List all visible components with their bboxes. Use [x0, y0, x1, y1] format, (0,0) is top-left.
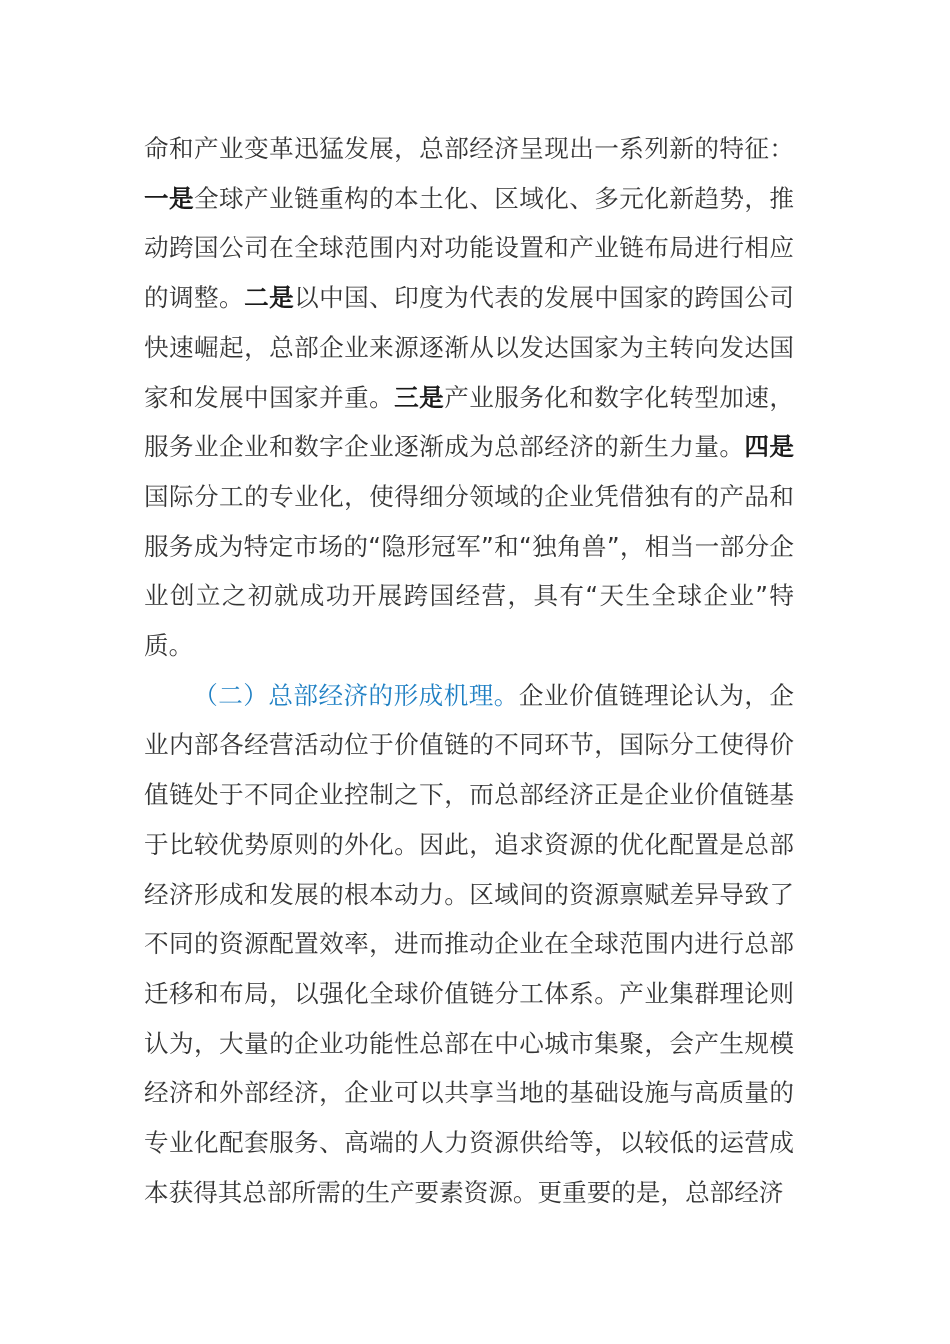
text-segment: 以中国、印度为代表的发展中国家的跨国公司快速崛起，总部企业来源逐渐从以发达国家为主转向发达国家和发展中国家并重。 — [144, 283, 794, 412]
text-segment: 产业服务化和数字化转型加速，服务业企业和数字企业逐渐成为总部经济的新生力量。 — [144, 382, 794, 462]
text-segment: 企业价值链理论认为，企业内部各经营活动位于价值链的不同环节，国际分工使得价值链处于不同企业控制之下，而总部经济正是企业价值链基于比较优势原则的外化。因此，追求资源的优化配置是总部经济形成和发展的根本动力。区域间的资源禀赋差异导致了不同的资源配置效率，进而推动企业在全球范围内进行总部迁移和布局，以强化全球价值链分工体系。产业集群理论则认为，大量的企业功能性总部在中心城市集聚，会产生规模经济和外部经济，企业可以共享当地的基础设施与高质量的专业化配套服务、高端的人力资源供给等，以较低的运营成本获得其总部所需的生产要素资源。更重要的是，总部经济 — [144, 680, 794, 1207]
bold-marker-fourth: 四是 — [744, 432, 794, 462]
bold-marker-first: 一是 — [144, 183, 195, 213]
text-segment: 国际分工的专业化，使得细分领域的企业凭借独有的产品和服务成为特定市场的“隐形冠军”和“独角兽”，相当一部分企业创立之初就成功开展跨国经营，具有“天生全球企业”特质。 — [144, 481, 794, 661]
bold-marker-third: 三是 — [394, 382, 445, 412]
paragraph-mechanism — [144, 671, 794, 1218]
section-heading: （二）总部经济的形成机理。 — [193, 680, 519, 710]
text-segment: 命和产业变革迅猛发展，总部经济呈现出一系列新的特征： — [144, 134, 794, 163]
bold-marker-second: 二是 — [244, 283, 295, 313]
text-segment: 全球产业链重构的本土化、区域化、多元化新趋势，推动跨国公司在全球范围内对功能设置和产业链布局进行相应的调整。 — [144, 183, 794, 313]
paragraph-features — [144, 124, 794, 671]
document-page — [144, 124, 794, 1217]
